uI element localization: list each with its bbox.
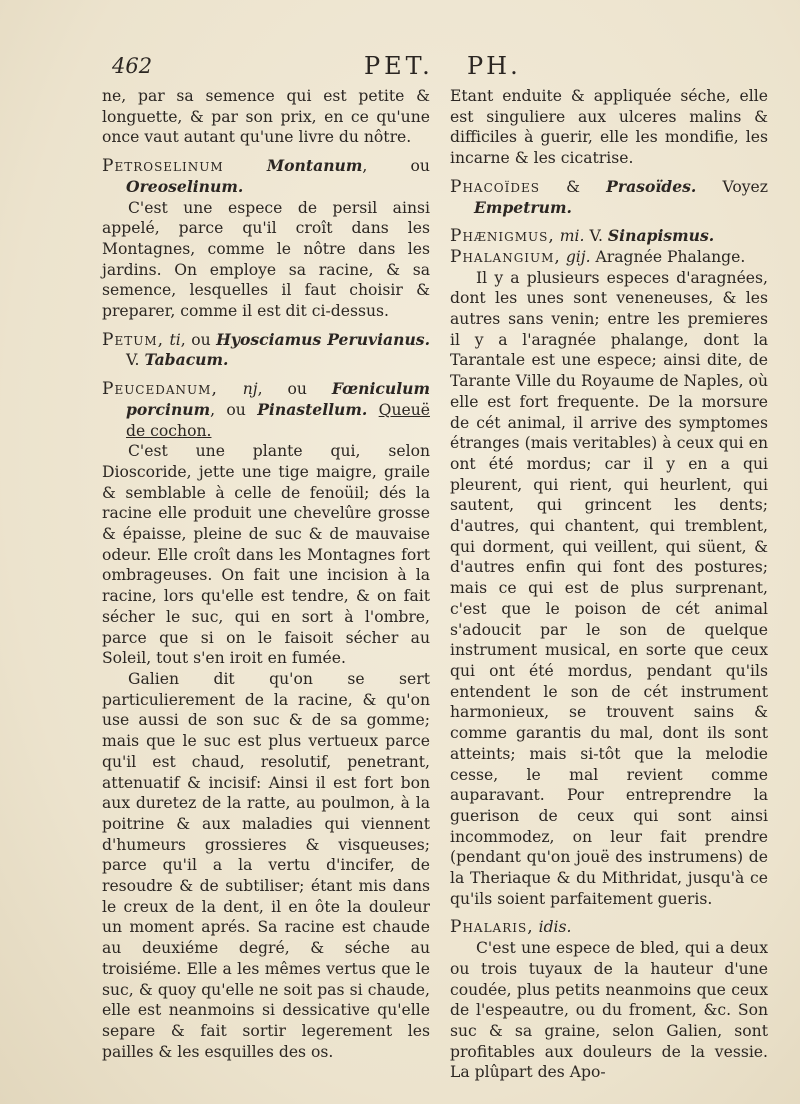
entry-headword: Phalaris, xyxy=(450,917,534,938)
latin-name: Hyosciamus Peruvianus. xyxy=(216,329,430,349)
left-column xyxy=(102,86,430,1062)
page-number: 462 xyxy=(112,54,153,78)
declension: idis. xyxy=(538,918,572,937)
connector-text: , ou xyxy=(210,400,246,419)
entry-headword: Peucedanum, xyxy=(102,379,218,400)
entry-headword: Phalangium, xyxy=(450,246,561,267)
declension: ti xyxy=(169,330,181,349)
paragraph-continuation: ne, par sa semence qui est petite & longuette, & par son prix, en ce qu'une once vaut autant qu'une livre du nôtre. xyxy=(102,87,430,147)
see-reference: V. xyxy=(589,227,603,246)
entry-petum xyxy=(102,330,430,371)
declension: nj xyxy=(242,380,258,399)
latin-name: Empetrum. xyxy=(474,197,572,217)
connector-text: , ou xyxy=(362,157,430,176)
latin-name: Sinapismus. xyxy=(607,226,715,246)
entry-body: Galien dit qu'on se sert particulierement de la racine, & qu'on use aussi de son suc & de sa gomme; mais que le suc est plus vertueux parce qu'il est chaud, resolutif, penetrant, attenuatif & incisif: Ainsi il est fort bon aux duretez de la ratte, au poulmon, à la poitrine & aux maladies qui viennent d'humeurs grossieres & visqueuses; parce qu'il a la vertu d'incifer, de resoudre & de subtiliser; étant mis dans le creux de la dent, il en ôte la douleur un moment aprés. Sa racine est chaude au deuxiéme degré, & séche au troisiéme. Elle a les mêmes vertus que le suc, & quoy qu'elle ne soit pas si chaude, elle est neanmoins si dessicative qu'elle separe & fait sortir legerement les pailles & les esquilles des os. xyxy=(102,669,430,1061)
latin-name: Fœniculum porcinum xyxy=(126,379,430,419)
entry-body: C'est une plante qui, selon Dioscoride, jette une tige maigre, graile & semblable à celle de fenoüil; dés la racine elle produit une chevelûre grosse & épaisse, pleine de suc & de mauvaise odeur. Elle croît dans les Montagnes fort ombrageuses. On fait une incision à la racine, lors qu'elle est tendre, & on fait sécher le suc, qui en sort à l'ombre, parce que si on le faisoit sécher au Soleil, tout s'en iroit en fumée. xyxy=(102,442,430,668)
latin-name: Prasoïdes. xyxy=(606,176,697,196)
entry-phalaris xyxy=(450,917,768,938)
latin-name: Oreoselinum. xyxy=(126,176,244,196)
declension: gij. xyxy=(565,247,591,266)
entry-phacoides xyxy=(450,177,768,218)
connector-text: & xyxy=(566,177,580,196)
right-column xyxy=(450,86,768,1083)
entry-headword: Phacoïdes xyxy=(450,176,540,197)
entry-headword: Petum, xyxy=(102,329,165,350)
french-name: Queuë de cochon. xyxy=(126,400,430,440)
entry-headword: Phænigmus, xyxy=(450,226,555,247)
latin-name: Montanum xyxy=(266,156,363,176)
connector-text: , ou xyxy=(180,330,211,349)
entry-phalangium xyxy=(450,247,768,268)
entry-petroselinum xyxy=(102,156,430,197)
entry-peucedanum xyxy=(102,379,430,441)
see-reference: V. xyxy=(126,351,140,370)
see-reference: Voyez xyxy=(722,177,768,196)
latin-name: Tabacum. xyxy=(144,350,229,370)
running-head-left: PET. xyxy=(364,52,434,80)
running-head-right: PH. xyxy=(467,52,521,80)
latin-name: Pinastellum. xyxy=(257,399,368,419)
declension: mi. xyxy=(559,227,585,246)
entry-body: Il y a plusieurs especes d'aragnées, dont les unes sont veneneuses, & les autres sans venin; entre les premieres il y a l'aragnée phalange, dont la Tarantale est une espece; ainsi dite, de Tarante Ville du Royaume de Naples, où elle est fort frequente. De la morsure de cét animal, il arrive des symptomes étranges (mais veritables) à ceux qui en ont été mordus; car il y en a qui pleurent, qui rient, qui heurlent, qui sautent, qui grincent les dents; d'autres, qui chantent, qui tremblent, qui dorment, qui veillent, qui süent, & d'autres enfin qui font des postures; mais ce qui est de plus surprenant, c'est que le poison de cét animal s'adoucit par le son de quelque instrument musical, en sorte que ceux qui ont été mordus, pendant qu'ils entendent le son de cét instrument harmonieux, se trouvent sains & comme garantis du mal, dont ils sont atteints; mais si-tôt que la melodie cesse, le mal revient comme auparavant. Pour entreprendre la guerison de ceux qui sont ainsi incommodez, on leur fait prendre (pendant qu'on jouë des instrumens) de la Theriaque & du Mithridat, jusqu'à ce qu'ils soient parfaitement gueris. xyxy=(450,268,768,908)
entry-body: C'est une espece de bled, qui a deux ou trois tuyaux de la hauteur d'une coudée, plus petits neanmoins que ceux de l'espeautre, ou du froment, &c. Son suc & sa graine, selon Galien, sont profitables aux douleurs de la vessie. La plûpart des Apo- xyxy=(450,939,768,1082)
entry-body: C'est une espece de persil ainsi appelé, parce qu'il croît dans les Montagnes, comme le nôtre dans les jardins. On employe sa racine, & sa semence, lesquelles il faut choisir & preparer, comme il est dit ci-dessus. xyxy=(102,198,430,321)
french-name: Aragnée Phalange. xyxy=(595,247,746,266)
paragraph-continuation: Etant enduite & appliquée séche, elle est singuliere aux ulceres malins & difficiles à guerir, elle les mondifie, les incarne & les cicatrise. xyxy=(450,87,768,168)
entry-headword: Petroselinum xyxy=(102,156,224,177)
page-header xyxy=(112,52,762,86)
entry-phaenigmus xyxy=(450,226,768,247)
connector-text: , ou xyxy=(257,380,307,399)
